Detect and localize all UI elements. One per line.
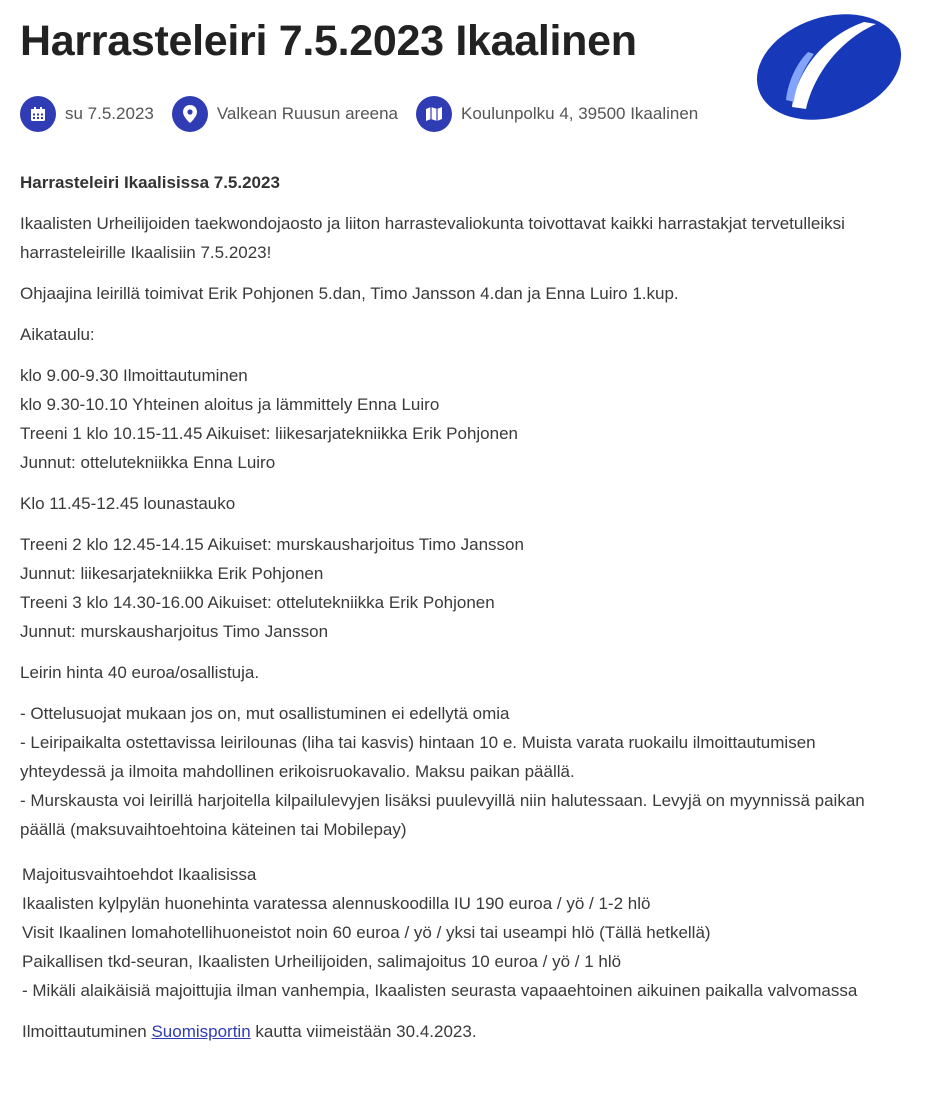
accommodation-item: - Mikäli alaikäisiä majoittujia ilman vanhempia, Ikaalisten seurasta vapaaehtoinen aikuinen paikalla valvomassa (22, 981, 858, 1000)
event-date: su 7.5.2023 (65, 104, 154, 123)
note-item: - Leiripaikalta ostettavissa leirilounas (liha tai kasvis) hintaan 10 e. Muista varata ruokailu ilmoittautumisen yhteydessä ja ilmoita mahdollinen erikoisruokavalio. Maksu paikan päällä. (20, 733, 816, 781)
registration-suffix: kautta viimeistään 30.4.2023. (250, 1022, 477, 1041)
event-description (20, 168, 900, 1058)
intro-text: Ikaalisten Urheilijoiden taekwondojaosto ja liiton harrastevaliokunta toivottavat kaikki harrastakjat tervetulleiksi harrasteleirille Ikaalisiin 7.5.2023! (20, 214, 845, 262)
list-item: Treeni 1 klo 10.15-11.45 Aikuiset: liikesarjatekniikka Erik Pohjonen (20, 424, 518, 443)
accommodation-title: Majoitusvaihtoehdot Ikaalisissa (22, 865, 257, 884)
accommodation-item: Ikaalisten kylpylän huonehinta varatessa alennuskoodilla IU 190 euroa / yö / 1-2 hlö (22, 894, 651, 913)
lunch-text: Klo 11.45-12.45 lounastauko (20, 494, 236, 513)
list-item: Treeni 2 klo 12.45-14.15 Aikuiset: murskausharjoitus Timo Jansson (20, 535, 524, 554)
map-icon (416, 96, 452, 132)
meta-date (20, 96, 154, 132)
map-pin-icon (172, 96, 208, 132)
content-heading: Harrasteleiri Ikaalisissa 7.5.2023 (20, 173, 280, 192)
suomisport-link[interactable]: Suomisportin (151, 1022, 251, 1041)
event-meta (20, 95, 716, 133)
note-item: - Murskausta voi leirillä harjoitella kilpailulevyjen lisäksi puulevyillä niin halutessaan. Levyjä on myynnissä paikan päällä (maksuvaihtoehtoina käteinen tai Mobilepay) (20, 791, 865, 839)
federation-logo (752, 12, 906, 122)
registration-text (20, 1017, 900, 1046)
schedule-title: Aikataulu: (20, 325, 95, 344)
schedule-morning (20, 361, 900, 477)
note-item: - Ottelusuojat mukaan jos on, mut osallistuminen ei edellytä omia (20, 704, 510, 723)
list-item: klo 9.30-10.10 Yhteinen aloitus ja lämmittely Enna Luiro (20, 395, 440, 414)
price-text: Leirin hinta 40 euroa/osallistuja. (20, 663, 260, 682)
list-item: Junnut: ottelutekniikka Enna Luiro (20, 453, 276, 472)
accommodation-item: Visit Ikaalinen lomahotellihuoneistot noin 60 euroa / yö / yksi tai useampi hlö (Tällä hetkellä) (22, 923, 711, 942)
instructors-text: Ohjaajina leirillä toimivat Erik Pohjonen 5.dan, Timo Jansson 4.dan ja Enna Luiro 1.kup. (20, 284, 679, 303)
list-item: Junnut: liikesarjatekniikka Erik Pohjonen (20, 564, 324, 583)
event-venue: Valkean Ruusun areena (216, 104, 399, 123)
list-item: Treeni 3 klo 14.30-16.00 Aikuiset: ottelutekniikka Erik Pohjonen (20, 593, 495, 612)
schedule-afternoon (20, 530, 900, 646)
list-item: Junnut: murskausharjoitus Timo Jansson (20, 622, 329, 641)
event-address: Koulunpolku 4, 39500 Ikaalinen (461, 104, 699, 123)
page-title: Harrasteleiri 7.5.2023 Ikaalinen (20, 17, 637, 65)
list-item: klo 9.00-9.30 Ilmoittautuminen (20, 366, 248, 385)
notes-list (20, 699, 900, 844)
meta-venue (172, 96, 398, 132)
calendar-icon (20, 96, 56, 132)
accommodation-block (20, 860, 900, 1005)
meta-address (416, 96, 698, 132)
registration-prefix: Ilmoittautuminen (22, 1022, 152, 1041)
accommodation-item: Paikallisen tkd-seuran, Ikaalisten Urheilijoiden, salimajoitus 10 euroa / yö / 1 hlö (22, 952, 622, 971)
